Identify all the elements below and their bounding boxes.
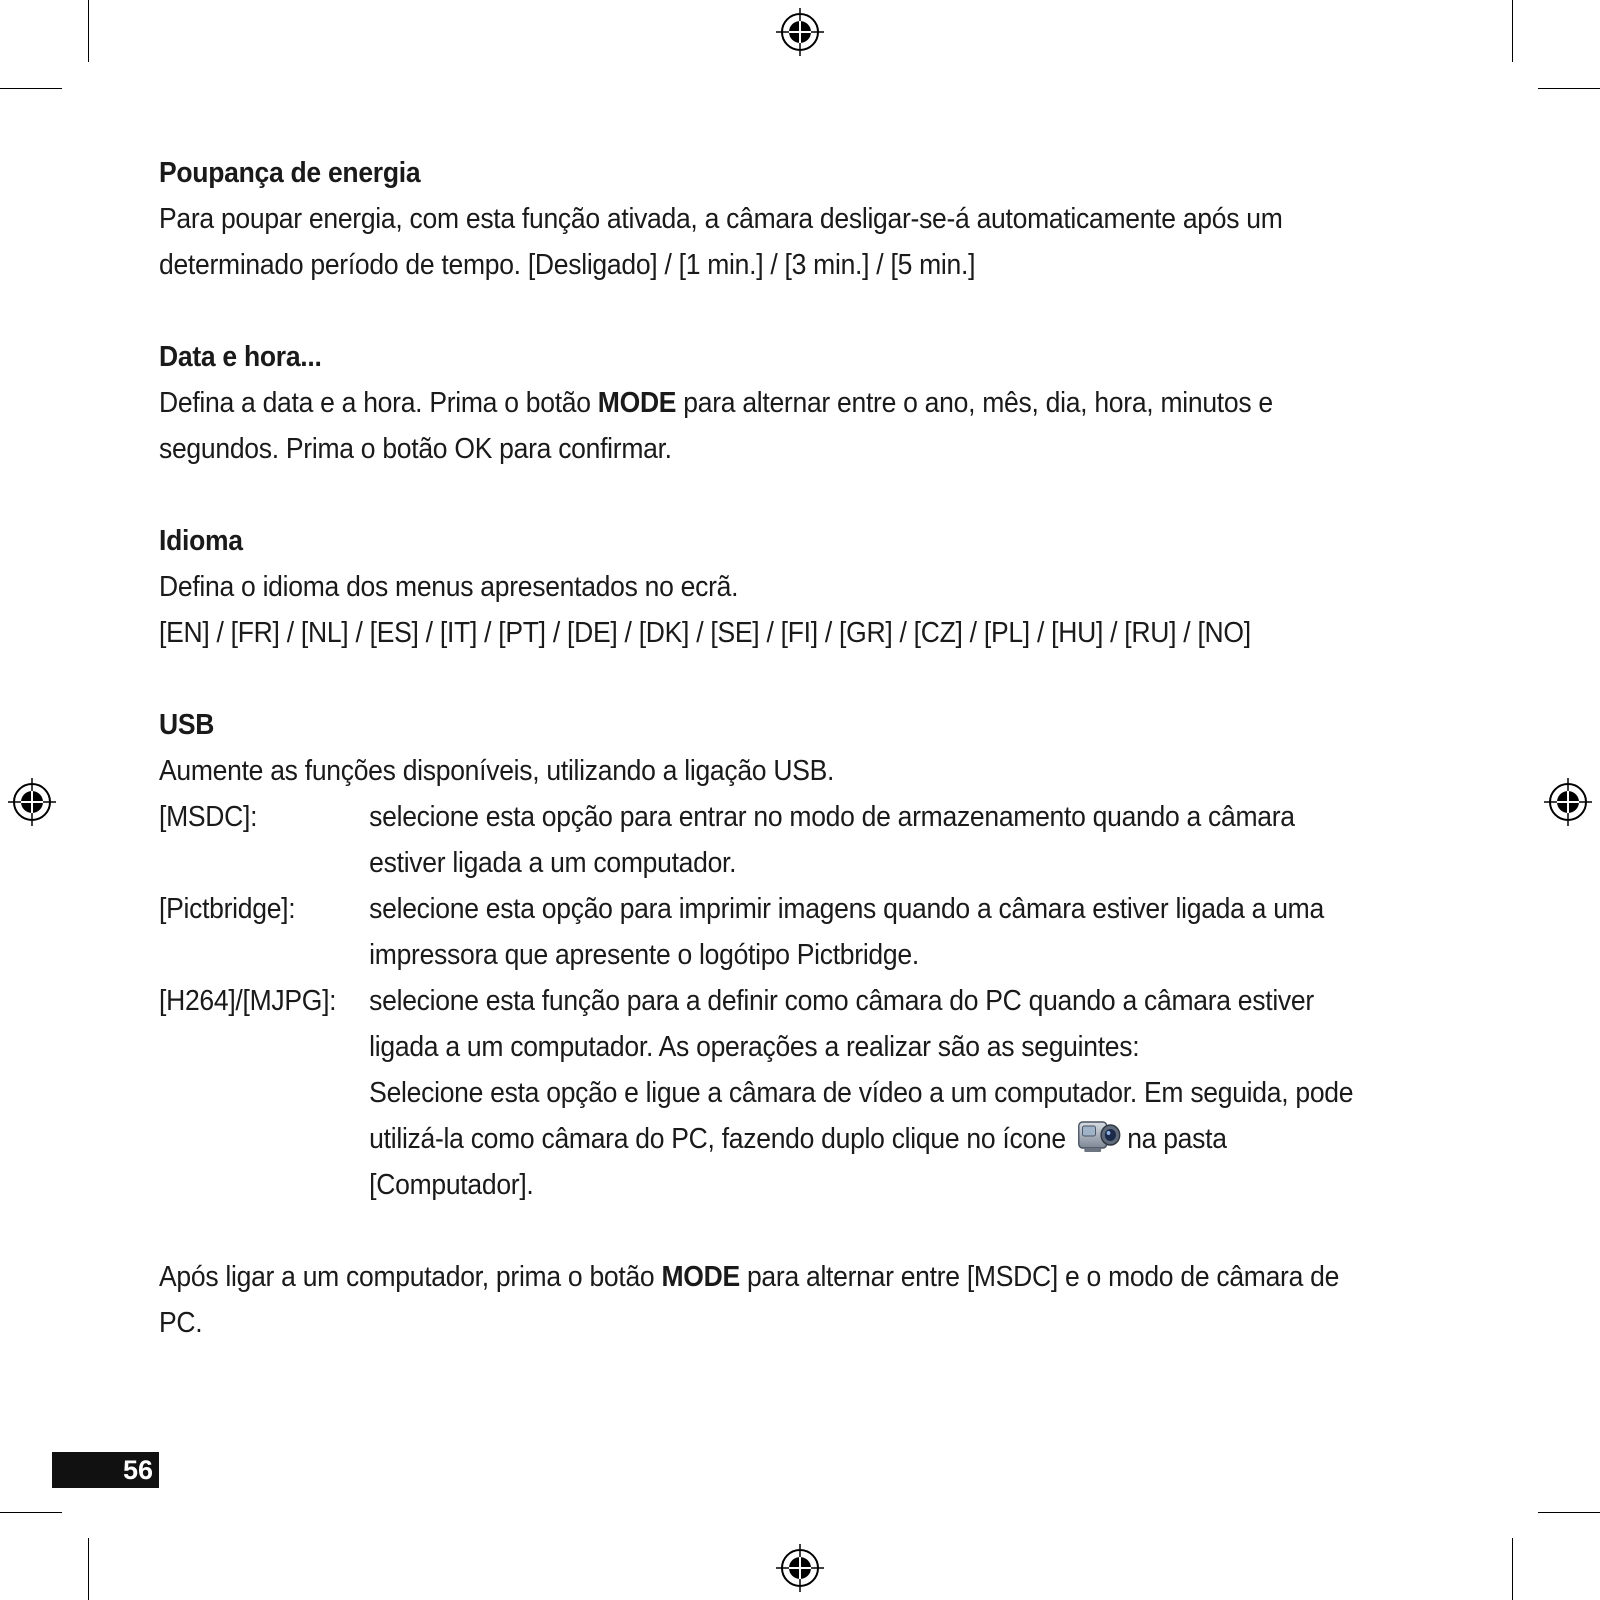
registration-mark-icon: [776, 1544, 824, 1592]
body-text: para alternar entre [MSDC] e o modo de câmara de PC.: [159, 1261, 1340, 1339]
usb-option-h264-mjpg: [159, 978, 1359, 1208]
registration-mark-icon: [1544, 778, 1592, 826]
option-desc: selecione esta opção para entrar no modo de armazenamento quando a câmara estiver ligada a um computador.: [369, 801, 1295, 879]
section-usb: [159, 702, 1359, 1208]
section-title: Poupança de energia: [159, 157, 421, 189]
option-key: [MSDC]:: [159, 801, 258, 833]
language-options: [EN] / [FR] / [NL] / [ES] / [IT] / [PT] / [DE] / [DK] / [SE] / [FI] / [GR] / [CZ] / [PL] / [HU] / [RU] / [NO]: [159, 617, 1251, 649]
body-text: Após ligar a um computador, prima o botão: [159, 1261, 662, 1293]
body-text: Defina a data e a hora. Prima o botão: [159, 387, 598, 419]
section-title: Data e hora...: [159, 341, 322, 373]
section-language: [159, 518, 1359, 656]
section-title: Idioma: [159, 525, 243, 557]
section-body: Defina o idioma dos menus apresentados no ecrã.: [159, 571, 739, 603]
option-key: [H264]/[MJPG]:: [159, 985, 337, 1017]
crop-mark: [1538, 88, 1600, 89]
crop-mark: [0, 1512, 62, 1513]
crop-mark: [88, 1538, 89, 1600]
section-energy: [159, 150, 1359, 288]
usb-option-msdc: [159, 794, 1359, 886]
page-number: 56: [52, 1452, 159, 1488]
option-key: [Pictbridge]:: [159, 893, 296, 925]
registration-mark-icon: [8, 778, 56, 826]
crop-mark: [1512, 1538, 1513, 1600]
crop-mark: [1512, 0, 1513, 62]
crop-mark: [88, 0, 89, 62]
section-title: USB: [159, 709, 215, 741]
page-text: [159, 150, 1359, 1392]
mode-keyword: MODE: [661, 1261, 740, 1293]
section-datetime: [159, 334, 1359, 472]
body-text: Selecione esta opção e ligue a câmara de vídeo a um computador. Em seguida, pode utilizá-la como câmara do PC, fazendo duplo clique no ícone: [369, 1077, 1354, 1155]
section-body: Para poupar energia, com esta função ativada, a câmara desligar-se-á automaticamente após um determinado período de tempo. [Desligado] / [1 min.] / [3 min.] / [5 min.]: [159, 203, 1283, 281]
crop-mark: [1538, 1512, 1600, 1513]
section-body: [159, 1254, 1359, 1346]
option-desc-text: selecione esta função para a definir como câmara do PC quando a câmara estiver ligada a um computador. As operações a realizar são as seguintes:: [369, 985, 1314, 1063]
body-text: na pasta [Computador].: [369, 1123, 1227, 1201]
usb-option-pictbridge: [159, 886, 1359, 978]
option-desc: [369, 978, 1359, 1208]
section-body: Aumente as funções disponíveis, utilizando a ligação USB.: [159, 755, 835, 787]
option-desc-text: [369, 1070, 1359, 1208]
section-body: [159, 380, 1359, 472]
crop-mark: [0, 88, 62, 89]
camcorder-icon: [1075, 1116, 1122, 1156]
body-text: para alternar entre o ano, mês, dia, hora, minutos e segundos. Prima o botão OK para confirmar.: [159, 387, 1273, 465]
section-after-connect: [159, 1254, 1359, 1346]
option-desc: selecione esta opção para imprimir imagens quando a câmara estiver ligada a uma impressora que apresente o logótipo Pictbridge.: [369, 893, 1324, 971]
mode-keyword: MODE: [597, 387, 677, 419]
registration-mark-icon: [776, 8, 824, 56]
